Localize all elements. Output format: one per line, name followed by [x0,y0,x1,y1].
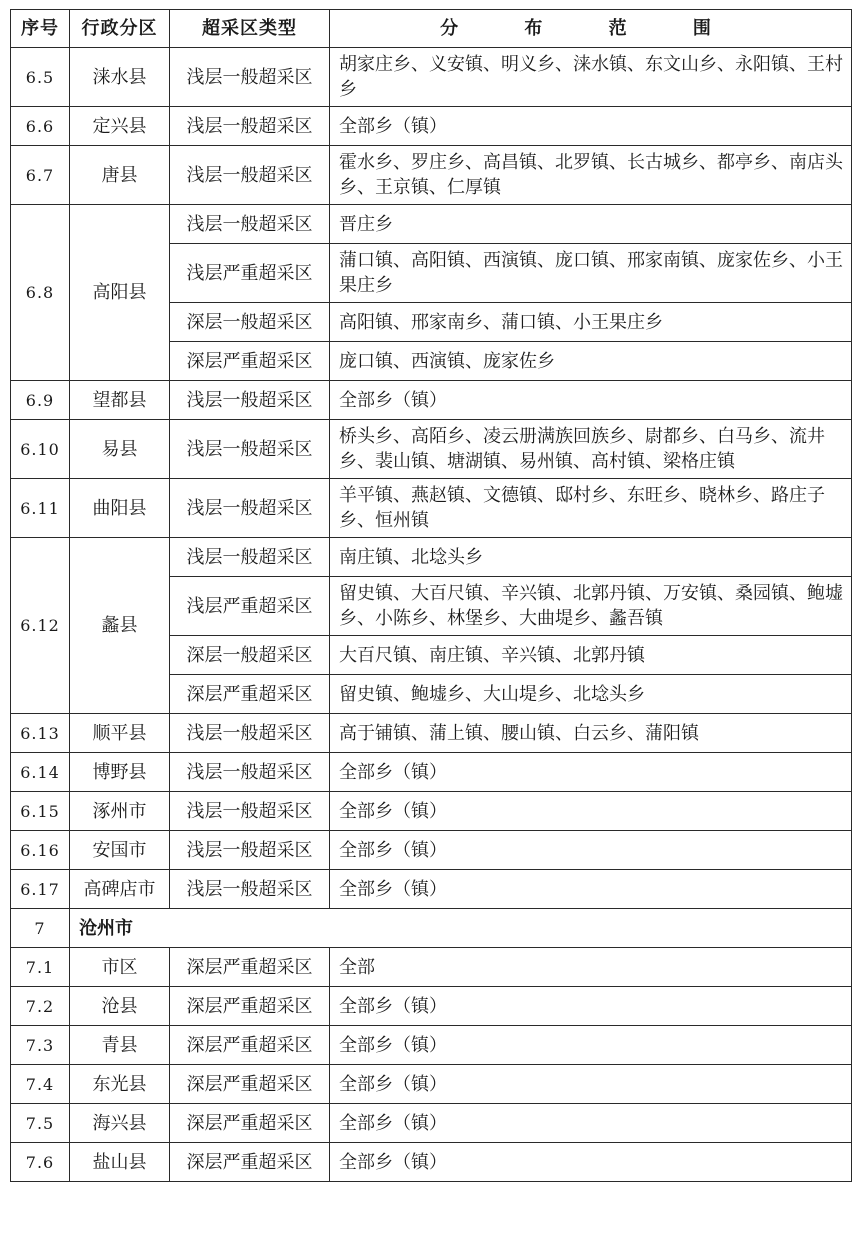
row-range: 南庄镇、北埝头乡 [330,538,852,577]
row-type: 深层一般超采区 [170,303,330,342]
table-row [11,792,852,831]
row-district: 青县 [70,1026,170,1065]
row-district: 高碑店市 [70,870,170,909]
row-district: 定兴县 [70,107,170,146]
table-row [11,479,852,538]
header-district: 行政分区 [70,10,170,48]
row-type: 浅层一般超采区 [170,870,330,909]
row-type: 浅层严重超采区 [170,244,330,303]
row-seq: 6.9 [11,381,70,420]
row-district: 博野县 [70,753,170,792]
row-range: 高阳镇、邢家南乡、蒲口镇、小王果庄乡 [330,303,852,342]
row-type: 深层严重超采区 [170,1104,330,1143]
row-type: 浅层严重超采区 [170,577,330,636]
overdraft-area-table [10,9,852,1182]
table-row [11,948,852,987]
row-district: 东光县 [70,1065,170,1104]
row-type: 浅层一般超采区 [170,381,330,420]
table-row [11,831,852,870]
row-seq: 7 [11,909,70,948]
header-range: 分 布 范 围 [330,10,852,48]
row-seq: 6.12 [11,538,70,714]
row-district: 高阳县 [70,205,170,381]
row-district: 唐县 [70,146,170,205]
row-seq: 6.14 [11,753,70,792]
row-range: 全部 [330,948,852,987]
row-district: 安国市 [70,831,170,870]
row-seq: 6.10 [11,420,70,479]
row-range: 桥头乡、高陌乡、凌云册满族回族乡、尉都乡、白马乡、流井乡、裴山镇、塘湖镇、易州镇、高村镇、梁格庄镇 [330,420,852,479]
row-type: 深层严重超采区 [170,948,330,987]
row-seq: 6.6 [11,107,70,146]
row-range: 全部乡（镇） [330,987,852,1026]
row-district: 盐山县 [70,1143,170,1182]
row-type: 浅层一般超采区 [170,205,330,244]
row-range: 霍水乡、罗庄乡、高昌镇、北罗镇、长古城乡、都亭乡、南店头乡、王京镇、仁厚镇 [330,146,852,205]
row-range: 全部乡（镇） [330,1143,852,1182]
row-type: 浅层一般超采区 [170,146,330,205]
row-type: 浅层一般超采区 [170,831,330,870]
row-district: 涞水县 [70,48,170,107]
table-row [11,420,852,479]
table-row [11,107,852,146]
table-row [11,1065,852,1104]
table-row [11,381,852,420]
city-name: 沧州市 [70,909,852,948]
row-seq: 7.3 [11,1026,70,1065]
row-seq: 7.6 [11,1143,70,1182]
table-header-row [11,10,852,48]
row-seq: 6.17 [11,870,70,909]
row-range: 高于铺镇、蒲上镇、腰山镇、白云乡、蒲阳镇 [330,714,852,753]
row-district: 易县 [70,420,170,479]
row-type: 浅层一般超采区 [170,48,330,107]
table-row [11,48,852,107]
row-range: 全部乡（镇） [330,1065,852,1104]
row-type: 浅层一般超采区 [170,753,330,792]
row-range: 胡家庄乡、义安镇、明义乡、涞水镇、东文山乡、永阳镇、王村乡 [330,48,852,107]
row-seq: 7.5 [11,1104,70,1143]
row-range: 全部乡（镇） [330,753,852,792]
row-type: 浅层一般超采区 [170,420,330,479]
row-range: 大百尺镇、南庄镇、辛兴镇、北郭丹镇 [330,636,852,675]
row-type: 深层严重超采区 [170,1143,330,1182]
row-type: 浅层一般超采区 [170,538,330,577]
row-range: 全部乡（镇） [330,792,852,831]
row-range: 全部乡（镇） [330,381,852,420]
table-row [11,205,852,244]
row-range: 全部乡（镇） [330,1026,852,1065]
row-district: 海兴县 [70,1104,170,1143]
row-seq: 7.1 [11,948,70,987]
city-row [11,909,852,948]
row-seq: 7.2 [11,987,70,1026]
row-range: 全部乡（镇） [330,831,852,870]
row-type: 浅层一般超采区 [170,792,330,831]
row-type: 深层严重超采区 [170,1026,330,1065]
row-seq: 7.4 [11,1065,70,1104]
row-seq: 6.13 [11,714,70,753]
row-seq: 6.15 [11,792,70,831]
table-row [11,870,852,909]
row-type: 深层严重超采区 [170,342,330,381]
row-seq: 6.8 [11,205,70,381]
row-type: 深层严重超采区 [170,1065,330,1104]
row-type: 深层一般超采区 [170,636,330,675]
row-type: 深层严重超采区 [170,675,330,714]
table-row [11,1104,852,1143]
table-row [11,1143,852,1182]
table-row [11,753,852,792]
row-seq: 6.5 [11,48,70,107]
row-district: 顺平县 [70,714,170,753]
row-type: 深层严重超采区 [170,987,330,1026]
row-range: 全部乡（镇） [330,870,852,909]
row-range: 羊平镇、燕赵镇、文德镇、邸村乡、东旺乡、晓林乡、路庄子乡、恒州镇 [330,479,852,538]
row-range: 留史镇、大百尺镇、辛兴镇、北郭丹镇、万安镇、桑园镇、鲍墟乡、小陈乡、林堡乡、大曲堤乡、蠡吾镇 [330,577,852,636]
table-row [11,987,852,1026]
row-district: 沧县 [70,987,170,1026]
row-type: 浅层一般超采区 [170,714,330,753]
row-range: 全部乡（镇） [330,107,852,146]
row-district: 望都县 [70,381,170,420]
row-district: 蠡县 [70,538,170,714]
table-row [11,1026,852,1065]
row-range: 全部乡（镇） [330,1104,852,1143]
row-type: 浅层一般超采区 [170,107,330,146]
row-district: 市区 [70,948,170,987]
row-district: 涿州市 [70,792,170,831]
table-row [11,146,852,205]
row-range: 庞口镇、西演镇、庞家佐乡 [330,342,852,381]
header-type: 超采区类型 [170,10,330,48]
row-range: 蒲口镇、高阳镇、西演镇、庞口镇、邢家南镇、庞家佐乡、小王果庄乡 [330,244,852,303]
header-seq: 序号 [11,10,70,48]
row-seq: 6.16 [11,831,70,870]
row-seq: 6.11 [11,479,70,538]
row-district: 曲阳县 [70,479,170,538]
row-seq: 6.7 [11,146,70,205]
row-range: 晋庄乡 [330,205,852,244]
row-range: 留史镇、鲍墟乡、大山堤乡、北埝头乡 [330,675,852,714]
table-row [11,538,852,577]
row-type: 浅层一般超采区 [170,479,330,538]
table-row [11,714,852,753]
